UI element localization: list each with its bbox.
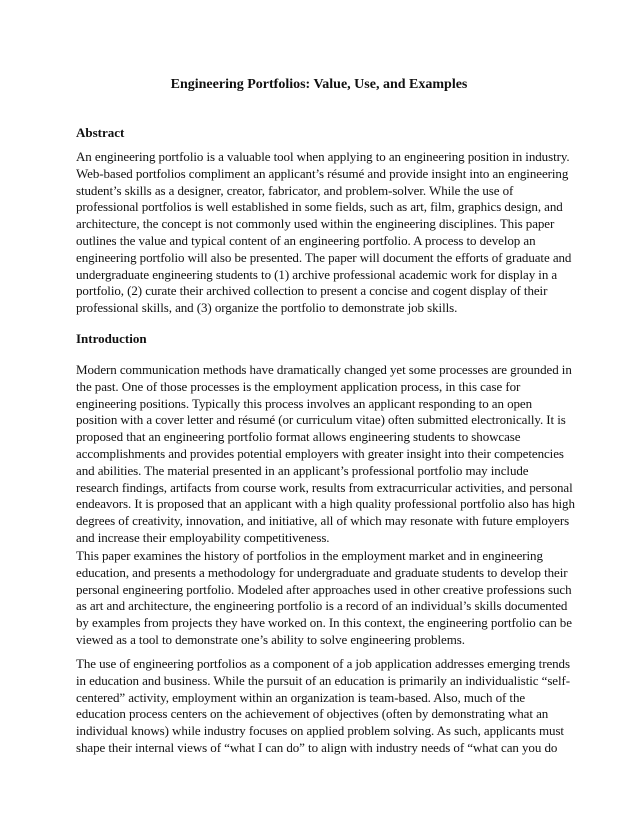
text-line: portfolio, (2) curate their archived collection to present a concise and cogent display of their	[76, 283, 548, 299]
text-line: research findings, artifacts from course work, results from extracurricular activities, and personal	[76, 479, 573, 495]
text-line: shape their internal views of “what I can do” to align with industry needs of “what can you do	[76, 739, 558, 755]
abstract-paragraph	[76, 149, 572, 317]
text-line: engineering positions. Typically this process involves an applicant responding to an open	[76, 395, 533, 411]
text-line: and increase their employability competitiveness.	[76, 529, 330, 545]
text-line: The use of engineering portfolios as a component of a job application addresses emerging trends	[76, 656, 570, 671]
introduction-paragraph-3	[76, 656, 571, 757]
text-line: in education and business. While the pursuit of an education is primarily an individualistic “self-	[76, 672, 571, 688]
text-line: individual knows) while industry focuses on applied problem solving. As such, applicants must	[76, 723, 564, 739]
text-line: and abilities. The material presented in an applicant’s professional portfolio may include	[76, 462, 529, 478]
text-line: position with a cover letter and résumé (or curriculum vitae) often submitted electronically. It is	[76, 412, 566, 428]
introduction-paragraph-2	[76, 548, 572, 649]
text-line: viewed as a tool to demonstrate one’s ability to solve engineering problems.	[76, 631, 465, 647]
text-line: engineering portfolio will also be presented. The paper will document the efforts of graduate and	[76, 249, 572, 265]
text-line: centered” activity, employment within an organization is team-based. Also, much of the	[76, 689, 526, 705]
text-line: architecture, the concept is not commonly used within the engineering disciplines. This paper	[76, 216, 555, 232]
text-line: Modern communication methods have dramatically changed yet some processes are grounded in	[76, 362, 572, 377]
text-line: professional portfolios is well established in some fields, such as art, film, graphics design, and	[76, 199, 563, 215]
text-line: An engineering portfolio is a valuable tool when applying to an engineering position in industry.	[76, 149, 570, 164]
introduction-heading: Introduction	[76, 331, 147, 346]
text-line: degrees of creativity, innovation, and initiative, all of which may resonate with future employers	[76, 513, 570, 529]
text-line: outlines the value and typical content of an engineering portfolio. A process to develop an	[76, 232, 536, 248]
paper-title: Engineering Portfolios: Value, Use, and Examples	[170, 77, 468, 92]
abstract-heading: Abstract	[76, 125, 125, 140]
text-line: Web-based portfolios compliment an applicant’s résumé and provide insight into an engineering	[76, 165, 569, 181]
text-line: education, and presents a methodology for undergraduate and graduate students to develop their	[76, 564, 568, 580]
text-line: the past. One of those processes is the employment application process, in this case for	[76, 378, 521, 394]
text-line: student’s skills as a designer, creator, fabricator, and problem-solver. While the use of	[76, 182, 514, 198]
text-line: undergraduate engineering students to (1) archive professional academic work for display in a	[76, 266, 558, 282]
text-line: education process centers on the achievement of objectives (often by demonstrating what an	[76, 706, 549, 722]
text-line: by examples from projects they have worked on. In this context, the engineering portfolio can be	[76, 615, 572, 631]
text-line: endeavors. It is proposed that an applicant with a high quality professional portfolio also has high	[76, 496, 575, 512]
text-line: as art and architecture, the engineering portfolio is a record of an individual’s skills documented	[76, 598, 568, 614]
text-line: accomplishments and provides potential employers with greater insight into their competencies	[76, 445, 564, 461]
text-line: proposed that an engineering portfolio format allows engineering students to showcase	[76, 429, 521, 445]
introduction-paragraph-1	[76, 362, 575, 547]
text-line: professional skills, and (3) organize the portfolio to demonstrate job skills.	[76, 300, 458, 316]
text-line: personal engineering portfolio. Modeled after approaches used in other creative professions such	[76, 581, 572, 597]
text-line: This paper examines the history of portfolios in the employment market and in engineering	[76, 548, 543, 563]
